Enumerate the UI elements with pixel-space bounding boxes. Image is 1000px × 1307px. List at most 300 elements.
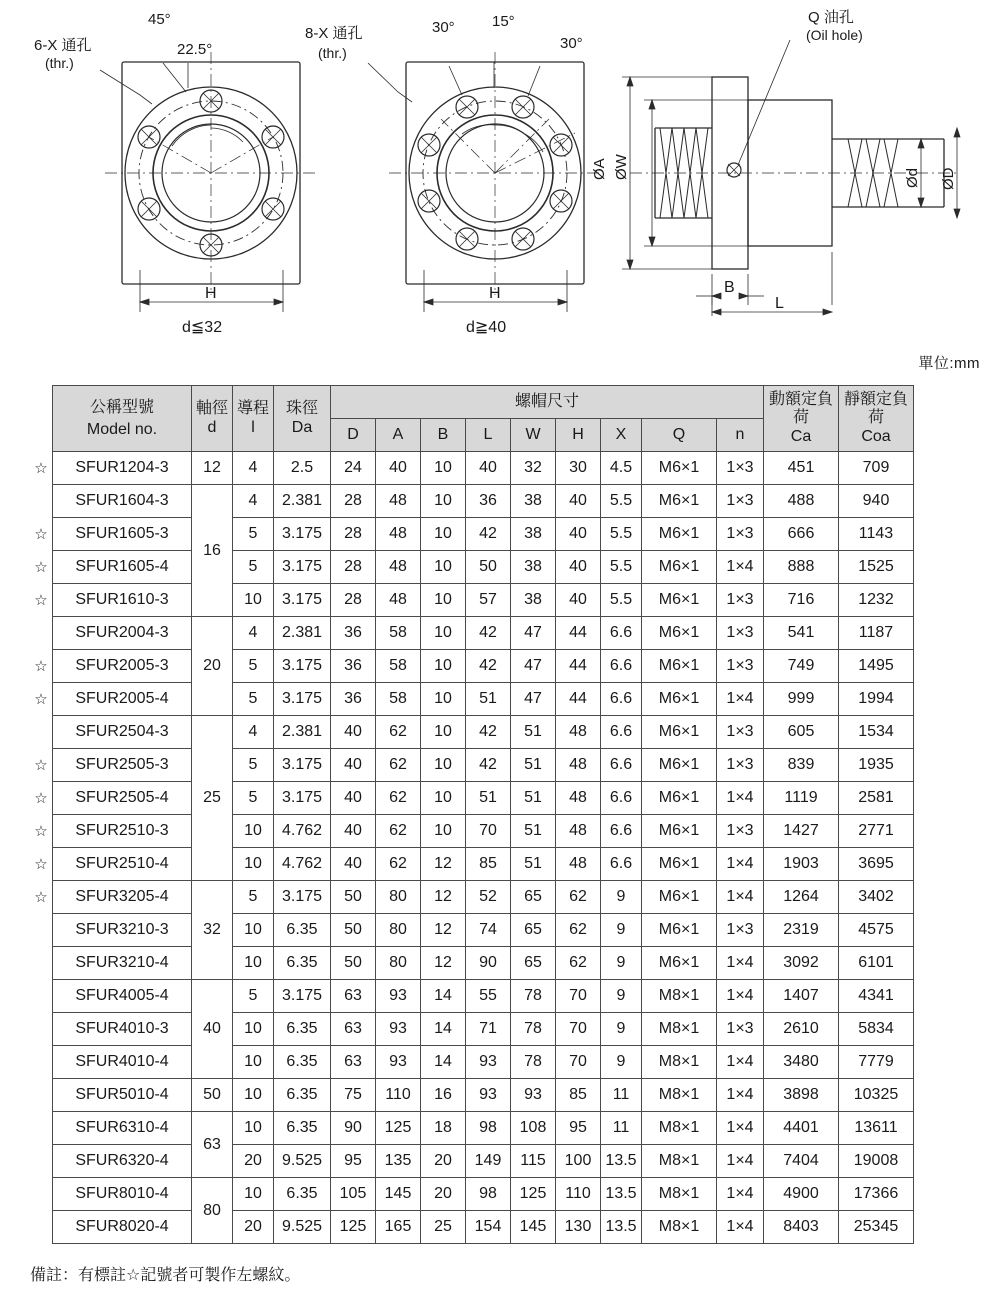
cell-model-no: SFUR1204-3 — [53, 452, 192, 485]
cell-Ca: 3092 — [764, 947, 839, 980]
cell-A: 62 — [376, 848, 421, 881]
cell-model-no: SFUR4010-4 — [53, 1046, 192, 1079]
cell-Ca: 3480 — [764, 1046, 839, 1079]
cell-shaft-dia: 12 — [192, 452, 233, 485]
cell-W: 38 — [511, 551, 556, 584]
cell-L: 36 — [466, 485, 511, 518]
cell-A: 58 — [376, 617, 421, 650]
header-lead-zh: 導程 — [236, 400, 269, 418]
cell-ball-dia: 4.762 — [274, 815, 331, 848]
cell-X: 13.5 — [601, 1178, 642, 1211]
cell-X: 5.5 — [601, 551, 642, 584]
header-dynamic-load — [764, 386, 839, 452]
left-thread-mark: ☆ — [30, 749, 53, 782]
cell-ball-dia: 3.175 — [274, 980, 331, 1013]
cell-Ca: 451 — [764, 452, 839, 485]
cell-n: 1×3 — [717, 485, 764, 518]
cell-n: 1×3 — [717, 749, 764, 782]
cell-L: 98 — [466, 1178, 511, 1211]
cell-H: 48 — [556, 749, 601, 782]
label-B: B — [724, 279, 735, 296]
cell-Ca: 605 — [764, 716, 839, 749]
cell-Ca: 8403 — [764, 1211, 839, 1244]
cell-n: 1×4 — [717, 980, 764, 1013]
cell-A: 58 — [376, 683, 421, 716]
cell-ball-dia: 2.381 — [274, 716, 331, 749]
cell-model-no: SFUR2005-4 — [53, 683, 192, 716]
header-lead-sym: l — [251, 418, 255, 436]
header-dyn-sym: Ca — [790, 427, 812, 445]
header-sta-zh1: 靜額定負荷 — [843, 390, 908, 427]
cell-lead: 10 — [233, 584, 274, 617]
cell-model-no: SFUR1605-3 — [53, 518, 192, 551]
cell-Q: M6×1 — [642, 452, 717, 485]
cell-W: 38 — [511, 584, 556, 617]
label-L: L — [775, 295, 784, 312]
cell-D: 28 — [331, 551, 376, 584]
cell-Coa: 4575 — [839, 914, 914, 947]
cell-Ca: 1264 — [764, 881, 839, 914]
header-ball-dia — [274, 386, 331, 452]
cell-n: 1×3 — [717, 815, 764, 848]
label-dia-W: ØW — [613, 154, 630, 180]
cell-model-no: SFUR2005-3 — [53, 650, 192, 683]
cell-A: 62 — [376, 782, 421, 815]
cell-X: 4.5 — [601, 452, 642, 485]
cell-H: 44 — [556, 650, 601, 683]
label-oil-hole: Q 油孔 — [808, 9, 854, 26]
cell-A: 145 — [376, 1178, 421, 1211]
cell-ball-dia: 6.35 — [274, 1046, 331, 1079]
cell-model-no: SFUR1610-3 — [53, 584, 192, 617]
cell-D: 125 — [331, 1211, 376, 1244]
cell-Q: M6×1 — [642, 815, 717, 848]
cell-W: 65 — [511, 947, 556, 980]
cell-Q: M6×1 — [642, 683, 717, 716]
cell-X: 9 — [601, 1046, 642, 1079]
cell-Ca: 749 — [764, 650, 839, 683]
cell-n: 1×4 — [717, 881, 764, 914]
cell-A: 165 — [376, 1211, 421, 1244]
cell-W: 78 — [511, 1013, 556, 1046]
cell-Coa: 1525 — [839, 551, 914, 584]
cell-D: 95 — [331, 1145, 376, 1178]
table-row — [30, 518, 914, 551]
cell-B: 20 — [421, 1178, 466, 1211]
cell-lead: 20 — [233, 1211, 274, 1244]
cell-n: 1×4 — [717, 1178, 764, 1211]
left-thread-mark: ☆ — [30, 782, 53, 815]
cell-B: 10 — [421, 518, 466, 551]
table-row — [30, 1046, 914, 1079]
label-d-ge-40: d≧40 — [466, 319, 507, 336]
cell-H: 40 — [556, 485, 601, 518]
cell-X: 6.6 — [601, 782, 642, 815]
cell-A: 80 — [376, 881, 421, 914]
cell-Q: M6×1 — [642, 617, 717, 650]
cell-D: 36 — [331, 683, 376, 716]
cell-B: 14 — [421, 1013, 466, 1046]
cell-ball-dia: 9.525 — [274, 1211, 331, 1244]
cell-X: 11 — [601, 1112, 642, 1145]
cell-shaft-dia: 40 — [192, 980, 233, 1079]
cell-n: 1×4 — [717, 551, 764, 584]
cell-Q: M8×1 — [642, 980, 717, 1013]
cell-model-no: SFUR8020-4 — [53, 1211, 192, 1244]
cell-model-no: SFUR3205-4 — [53, 881, 192, 914]
cell-B: 10 — [421, 716, 466, 749]
cell-Coa: 6101 — [839, 947, 914, 980]
table-body — [30, 452, 914, 1244]
cell-L: 42 — [466, 716, 511, 749]
cell-D: 36 — [331, 650, 376, 683]
cell-W: 47 — [511, 683, 556, 716]
left-thread-mark — [30, 1046, 53, 1079]
left-thread-mark — [30, 1013, 53, 1046]
header-shaft-dia-sym: d — [207, 418, 217, 436]
cell-L: 55 — [466, 980, 511, 1013]
cell-Ca: 3898 — [764, 1079, 839, 1112]
cell-Coa: 1232 — [839, 584, 914, 617]
cell-W: 78 — [511, 980, 556, 1013]
table-row — [30, 980, 914, 1013]
table-row — [30, 815, 914, 848]
cell-lead: 4 — [233, 617, 274, 650]
cell-Coa: 5834 — [839, 1013, 914, 1046]
cell-D: 40 — [331, 815, 376, 848]
cell-Coa: 1187 — [839, 617, 914, 650]
cell-A: 48 — [376, 584, 421, 617]
cell-lead: 20 — [233, 1145, 274, 1178]
label-6x-thru-sub: (thr.) — [45, 55, 74, 71]
cell-Ca: 4900 — [764, 1178, 839, 1211]
label-dia-D: ØD — [940, 167, 957, 190]
cell-n: 1×4 — [717, 848, 764, 881]
label-H-left: H — [205, 285, 217, 302]
cell-n: 1×4 — [717, 1145, 764, 1178]
footnote: 備註：有標註☆記號者可製作左螺紋。 — [30, 1267, 301, 1284]
header-model — [53, 386, 192, 452]
table-row — [30, 551, 914, 584]
cell-A: 48 — [376, 518, 421, 551]
cell-H: 62 — [556, 914, 601, 947]
header-lead — [233, 386, 274, 452]
table-row — [30, 914, 914, 947]
cell-ball-dia: 2.381 — [274, 485, 331, 518]
cell-W: 51 — [511, 749, 556, 782]
cell-W: 47 — [511, 650, 556, 683]
cell-n: 1×3 — [717, 617, 764, 650]
cell-B: 12 — [421, 914, 466, 947]
cell-A: 110 — [376, 1079, 421, 1112]
cell-Ca: 1427 — [764, 815, 839, 848]
cell-H: 44 — [556, 683, 601, 716]
cell-B: 10 — [421, 650, 466, 683]
cell-X: 13.5 — [601, 1145, 642, 1178]
cell-lead: 4 — [233, 485, 274, 518]
cell-model-no: SFUR2504-3 — [53, 716, 192, 749]
cell-B: 14 — [421, 1046, 466, 1079]
header-nut-dimensions: 螺帽尺寸 — [331, 386, 764, 419]
cell-H: 40 — [556, 584, 601, 617]
cell-lead: 5 — [233, 650, 274, 683]
cell-X: 9 — [601, 881, 642, 914]
cell-L: 40 — [466, 452, 511, 485]
cell-Q: M6×1 — [642, 551, 717, 584]
cell-ball-dia: 3.175 — [274, 782, 331, 815]
cell-B: 10 — [421, 551, 466, 584]
cell-Q: M8×1 — [642, 1013, 717, 1046]
cell-D: 40 — [331, 716, 376, 749]
cell-Coa: 2581 — [839, 782, 914, 815]
cell-D: 105 — [331, 1178, 376, 1211]
cell-shaft-dia: 16 — [192, 485, 233, 617]
cell-n: 1×3 — [717, 452, 764, 485]
cell-n: 1×3 — [717, 1013, 764, 1046]
cell-Q: M6×1 — [642, 518, 717, 551]
cell-Coa: 1143 — [839, 518, 914, 551]
cell-D: 63 — [331, 980, 376, 1013]
cell-lead: 10 — [233, 1046, 274, 1079]
cell-H: 40 — [556, 551, 601, 584]
cell-lead: 5 — [233, 881, 274, 914]
left-thread-mark: ☆ — [30, 848, 53, 881]
cell-Coa: 3695 — [839, 848, 914, 881]
cell-Q: M6×1 — [642, 584, 717, 617]
label-dia-d: Ød — [904, 167, 921, 188]
cell-B: 18 — [421, 1112, 466, 1145]
header-X: X — [601, 419, 642, 452]
cell-L: 71 — [466, 1013, 511, 1046]
cell-H: 100 — [556, 1145, 601, 1178]
cell-W: 65 — [511, 881, 556, 914]
cell-ball-dia: 3.175 — [274, 650, 331, 683]
left-thread-mark: ☆ — [30, 551, 53, 584]
cell-L: 93 — [466, 1046, 511, 1079]
cell-lead: 5 — [233, 980, 274, 1013]
cell-L: 90 — [466, 947, 511, 980]
cell-B: 10 — [421, 683, 466, 716]
cell-L: 70 — [466, 815, 511, 848]
cell-lead: 10 — [233, 1178, 274, 1211]
table-row — [30, 452, 914, 485]
table-row — [30, 881, 914, 914]
cell-lead: 4 — [233, 452, 274, 485]
cell-Coa: 940 — [839, 485, 914, 518]
left-thread-mark: ☆ — [30, 452, 53, 485]
cell-X: 6.6 — [601, 749, 642, 782]
cell-shaft-dia: 32 — [192, 881, 233, 980]
cell-D: 28 — [331, 584, 376, 617]
cell-X: 9 — [601, 1013, 642, 1046]
cell-B: 12 — [421, 947, 466, 980]
cell-Q: M6×1 — [642, 716, 717, 749]
header-W: W — [511, 419, 556, 452]
header-ball-dia-zh: 珠徑 — [285, 400, 318, 418]
table-row — [30, 485, 914, 518]
cell-model-no: SFUR8010-4 — [53, 1178, 192, 1211]
cell-B: 20 — [421, 1145, 466, 1178]
cell-D: 36 — [331, 617, 376, 650]
left-thread-mark — [30, 980, 53, 1013]
cell-ball-dia: 2.381 — [274, 617, 331, 650]
cell-Ca: 2319 — [764, 914, 839, 947]
cell-H: 70 — [556, 1013, 601, 1046]
cell-Ca: 999 — [764, 683, 839, 716]
cell-n: 1×4 — [717, 1211, 764, 1244]
specification-table — [30, 385, 914, 1244]
cell-Ca: 716 — [764, 584, 839, 617]
table-row — [30, 947, 914, 980]
cell-n: 1×3 — [717, 584, 764, 617]
table-row — [30, 584, 914, 617]
cell-Ca: 1119 — [764, 782, 839, 815]
unit-label: 單位:mm — [918, 355, 980, 372]
label-dia-A: ØA — [591, 158, 608, 180]
cell-B: 25 — [421, 1211, 466, 1244]
cell-H: 48 — [556, 782, 601, 815]
cell-H: 48 — [556, 848, 601, 881]
cell-Coa: 3402 — [839, 881, 914, 914]
table-header-row-1 — [30, 386, 914, 419]
cell-L: 42 — [466, 749, 511, 782]
cell-shaft-dia: 50 — [192, 1079, 233, 1112]
cell-ball-dia: 3.175 — [274, 683, 331, 716]
cell-ball-dia: 6.35 — [274, 1178, 331, 1211]
cell-H: 130 — [556, 1211, 601, 1244]
cell-W: 47 — [511, 617, 556, 650]
cell-Coa: 1495 — [839, 650, 914, 683]
left-thread-mark — [30, 1079, 53, 1112]
cell-X: 5.5 — [601, 518, 642, 551]
left-thread-mark: ☆ — [30, 881, 53, 914]
cell-X: 6.6 — [601, 650, 642, 683]
cell-Coa: 709 — [839, 452, 914, 485]
cell-model-no: SFUR2510-4 — [53, 848, 192, 881]
cell-Ca: 4401 — [764, 1112, 839, 1145]
cell-B: 10 — [421, 584, 466, 617]
header-L: L — [466, 419, 511, 452]
header-sta-sym: Coa — [861, 427, 891, 445]
cell-W: 38 — [511, 485, 556, 518]
cell-D: 40 — [331, 848, 376, 881]
cell-Q: M8×1 — [642, 1145, 717, 1178]
cell-A: 58 — [376, 650, 421, 683]
cell-n: 1×3 — [717, 650, 764, 683]
cell-model-no: SFUR2004-3 — [53, 617, 192, 650]
cell-n: 1×4 — [717, 1079, 764, 1112]
header-model-zh: 公稱型號 — [89, 398, 154, 416]
cell-Q: M6×1 — [642, 650, 717, 683]
header-B: B — [421, 419, 466, 452]
cell-lead: 10 — [233, 815, 274, 848]
cell-X: 6.6 — [601, 815, 642, 848]
cell-lead: 10 — [233, 1013, 274, 1046]
technical-drawing — [0, 0, 1000, 350]
cell-X: 6.6 — [601, 683, 642, 716]
cell-model-no: SFUR4010-3 — [53, 1013, 192, 1046]
cell-W: 115 — [511, 1145, 556, 1178]
cell-W: 51 — [511, 782, 556, 815]
label-angle-15: 15° — [492, 13, 515, 30]
cell-A: 93 — [376, 1046, 421, 1079]
left-thread-mark: ☆ — [30, 650, 53, 683]
cell-L: 74 — [466, 914, 511, 947]
table-row — [30, 683, 914, 716]
header-static-load — [839, 386, 914, 452]
cell-H: 70 — [556, 1046, 601, 1079]
cell-lead: 10 — [233, 947, 274, 980]
left-thread-mark — [30, 1211, 53, 1244]
header-model-en: Model no. — [86, 420, 158, 438]
header-Q: Q — [642, 419, 717, 452]
cell-n: 1×3 — [717, 518, 764, 551]
cell-Ca: 488 — [764, 485, 839, 518]
cell-n: 1×4 — [717, 683, 764, 716]
cell-D: 28 — [331, 518, 376, 551]
cell-Q: M8×1 — [642, 1112, 717, 1145]
cell-B: 10 — [421, 485, 466, 518]
cell-L: 93 — [466, 1079, 511, 1112]
left-thread-mark — [30, 617, 53, 650]
cell-X: 6.6 — [601, 848, 642, 881]
cell-H: 40 — [556, 518, 601, 551]
cell-ball-dia: 3.175 — [274, 881, 331, 914]
cell-A: 80 — [376, 914, 421, 947]
cell-Coa: 13611 — [839, 1112, 914, 1145]
header-star — [30, 386, 53, 452]
cell-L: 98 — [466, 1112, 511, 1145]
cell-H: 110 — [556, 1178, 601, 1211]
cell-shaft-dia: 25 — [192, 716, 233, 881]
cell-H: 62 — [556, 881, 601, 914]
cell-lead: 4 — [233, 716, 274, 749]
cell-B: 12 — [421, 848, 466, 881]
cell-W: 125 — [511, 1178, 556, 1211]
table-row — [30, 617, 914, 650]
left-thread-mark: ☆ — [30, 518, 53, 551]
left-thread-mark — [30, 1112, 53, 1145]
left-thread-mark — [30, 1145, 53, 1178]
cell-Ca: 888 — [764, 551, 839, 584]
cell-Ca: 1407 — [764, 980, 839, 1013]
cell-Q: M8×1 — [642, 1046, 717, 1079]
label-6x-thru: 6-X 通孔 — [34, 37, 92, 54]
header-shaft-dia — [192, 386, 233, 452]
header-A: A — [376, 419, 421, 452]
cell-X: 9 — [601, 914, 642, 947]
cell-ball-dia: 2.5 — [274, 452, 331, 485]
header-H: H — [556, 419, 601, 452]
cell-X: 9 — [601, 947, 642, 980]
cell-A: 93 — [376, 980, 421, 1013]
cell-X: 11 — [601, 1079, 642, 1112]
cell-L: 51 — [466, 683, 511, 716]
left-thread-mark: ☆ — [30, 683, 53, 716]
cell-D: 40 — [331, 749, 376, 782]
cell-D: 50 — [331, 947, 376, 980]
header-D: D — [331, 419, 376, 452]
cell-Coa: 1935 — [839, 749, 914, 782]
label-angle-30b: 30° — [560, 35, 583, 52]
cell-Coa: 25345 — [839, 1211, 914, 1244]
table-row — [30, 650, 914, 683]
cell-model-no: SFUR2505-3 — [53, 749, 192, 782]
cell-Ca: 839 — [764, 749, 839, 782]
label-d-le-32: d≦32 — [182, 319, 223, 336]
cell-H: 48 — [556, 815, 601, 848]
cell-L: 154 — [466, 1211, 511, 1244]
